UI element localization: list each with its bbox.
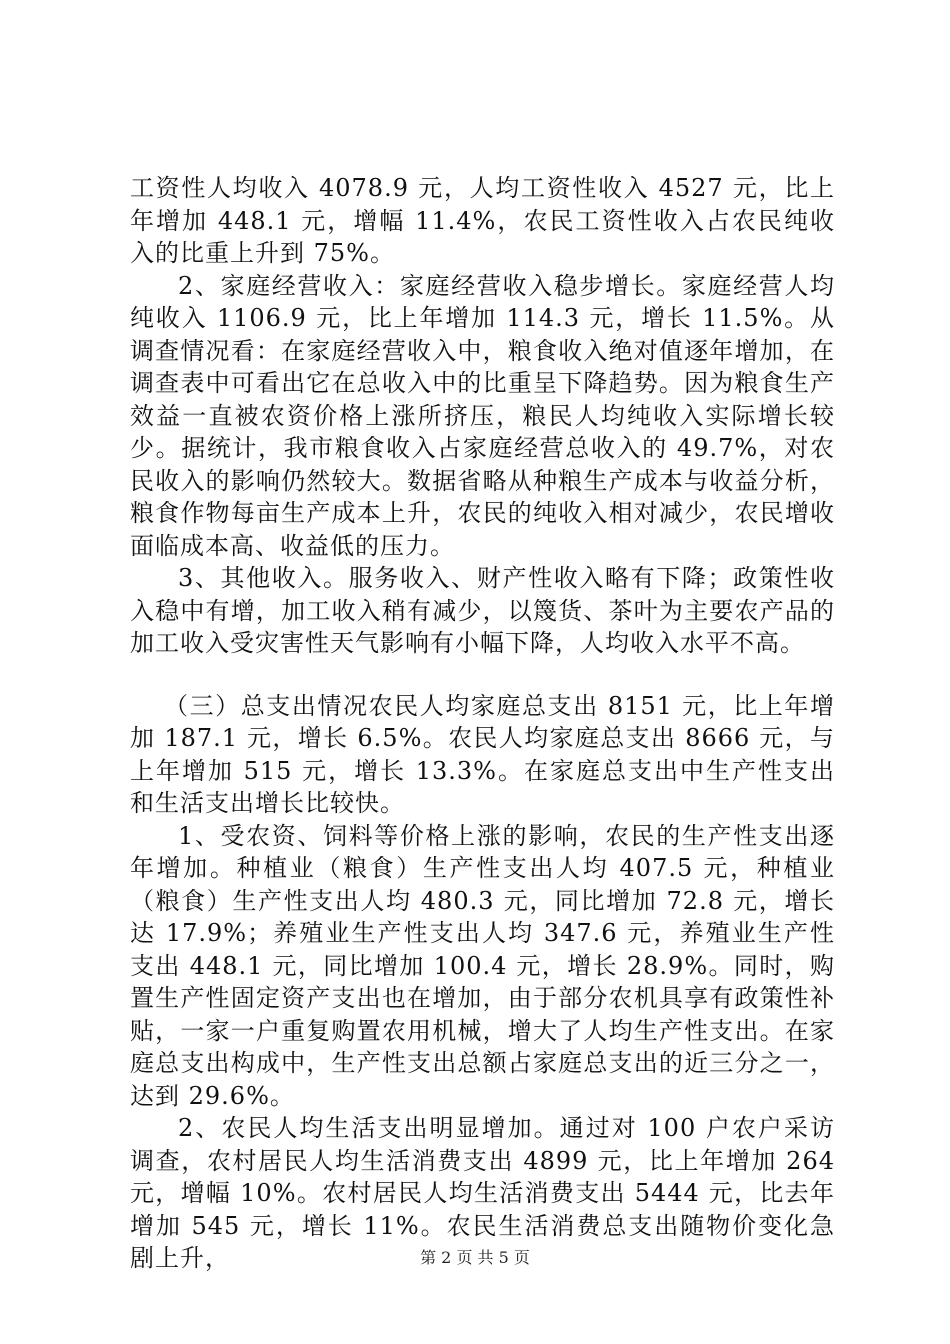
paragraph-total-expenditure: （三）总支出情况农民人均家庭总支出 8151 元，比上年增加 187.1 元，增长 6.5%。农民人均家庭总支出 8666 元，与上年增加 515 元，增长 13.3%。在家庭总支出中生产性支出和生活支出增长比较快。	[130, 691, 835, 817]
paragraph-living-expenditure: 2、农民人均生活支出明显增加。通过对 100 户农户采访调查，农村居民人均生活消费支出 4899 元，比上年增加 264 元，增幅 10%。农村居民人均生活消费支出 5444 元，比去年增加 545 元，增长 11%。农民生活消费总支出随物价变化急剧上升，	[130, 1114, 835, 1272]
paragraph-wage-income: 工资性人均收入 4078.9 元，人均工资性收入 4527 元，比上年增加 448.1 元，增幅 11.4%，农民工资性收入占农民纯收入的比重上升到 75%。	[130, 174, 835, 267]
document-body	[130, 172, 835, 1275]
paragraph-household-business-income: 2、家庭经营收入：家庭经营收入稳步增长。家庭经营人均纯收入 1106.9 元，比上年增加 114.3 元，增长 11.5%。从调查情况看：在家庭经营收入中，粮食收入绝对值逐年增加，在调查表中可看出它在总收入中的比重呈下降趋势。因为粮食生产效益一直被农资价格上涨所挤压，粮民人均纯收入实际增长较少。据统计，我市粮食收入占家庭经营总收入的 49.7%，对农民收入的影响仍然较大。数据省略从种粮生产成本与收益分析，粮食作物每亩生产成本上升，农民的纯收入相对减少，农民增收面临成本高、收益低的压力。	[130, 271, 835, 560]
paragraph-other-income: 3、其他收入。服务收入、财产性收入略有下降；政策性收入稳中有增，加工收入稍有减少，以篾货、茶叶为主要农产品的加工收入受灾害性天气影响有小幅下降，人均收入水平不高。	[130, 564, 835, 657]
paragraph-production-expenditure: 1、受农资、饲料等价格上涨的影响，农民的生产性支出逐年增加。种植业（粮食）生产性支出人均 407.5 元，种植业（粮食）生产性支出人均 480.3 元，同比增加 72.8 元，增长达 17.9%；养殖业生产性支出人均 347.6 元，养殖业生产性支出 448.1 元，同比增加 100.4 元，增长 28.9%。同时，购置生产性固定资产支出也在增加，由于部分农机具享有政策性补贴，一家一户重复购置农用机械，增大了人均生产性支出。在家庭总支出构成中，生产性支出总额占家庭总支出的近三分之一，达到 29.6%。	[130, 821, 835, 1110]
page-number-footer: 第 2 页 共 5 页	[420, 1248, 530, 1267]
